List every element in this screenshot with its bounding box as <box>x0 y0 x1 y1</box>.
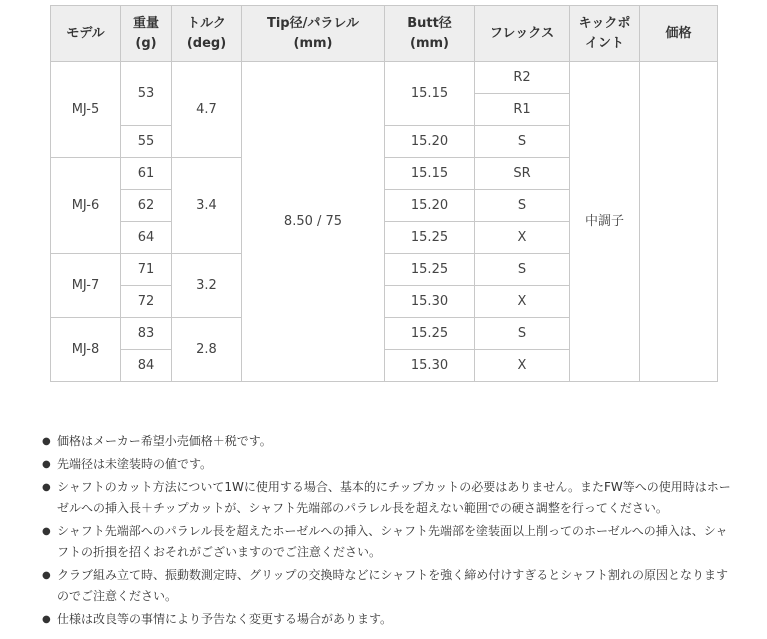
flex-cell: X <box>475 350 570 382</box>
weight-cell: 72 <box>121 286 172 318</box>
butt-cell: 15.25 <box>385 254 475 286</box>
butt-cell: 15.20 <box>385 190 475 222</box>
note-text: 仕様は改良等の事情により予告なく変更する場合があります。 <box>57 612 393 626</box>
butt-cell: 15.30 <box>385 286 475 318</box>
model-cell: MJ-7 <box>51 254 121 318</box>
note-text: クラブ組み立て時、振動数測定時、グリップの交換時などにシャフトを強く締め付けすぎるとシャフト割れの原因となりますのでご注意ください。 <box>57 568 729 603</box>
torque-cell: 2.8 <box>172 318 242 382</box>
weight-cell: 83 <box>121 318 172 350</box>
header-torque: トルク (deg) <box>172 6 242 62</box>
flex-cell: S <box>475 126 570 158</box>
list-item <box>42 565 732 607</box>
butt-cell: 15.25 <box>385 222 475 254</box>
butt-cell: 15.20 <box>385 126 475 158</box>
kickpoint-cell: 中調子 <box>570 62 640 382</box>
butt-cell: 15.30 <box>385 350 475 382</box>
bullet-icon: ● <box>42 570 51 581</box>
header-butt: Butt径 (mm) <box>385 6 475 62</box>
list-item <box>42 521 732 563</box>
weight-cell: 84 <box>121 350 172 382</box>
bullet-icon: ● <box>42 436 51 447</box>
butt-cell: 15.15 <box>385 62 475 126</box>
model-cell: MJ-8 <box>51 318 121 382</box>
notes-list <box>42 431 732 632</box>
torque-cell: 3.2 <box>172 254 242 318</box>
weight-cell: 55 <box>121 126 172 158</box>
header-flex: フレックス <box>475 6 570 62</box>
header-weight: 重量 (g) <box>121 6 172 62</box>
model-cell: MJ-6 <box>51 158 121 254</box>
header-model: モデル <box>51 6 121 62</box>
note-text: シャフトのカット方法について1Wに使用する場合、基本的にチップカットの必要はありません。またFW等への使用時はホーゼルへの挿入長＋チップカットが、シャフト先端部のパラレル長を超えない範囲での硬さ調整を行ってください。 <box>57 480 731 515</box>
torque-cell: 4.7 <box>172 62 242 158</box>
weight-cell: 71 <box>121 254 172 286</box>
list-item <box>42 609 732 630</box>
flex-cell: R2 <box>475 62 570 94</box>
header-row <box>51 6 718 62</box>
list-item <box>42 454 732 475</box>
flex-cell: X <box>475 222 570 254</box>
flex-cell: S <box>475 318 570 350</box>
list-item <box>42 477 732 519</box>
flex-cell: X <box>475 286 570 318</box>
flex-cell: R1 <box>475 94 570 126</box>
tip-cell: 8.50 / 75 <box>242 62 385 382</box>
header-price: 価格 <box>640 6 718 62</box>
torque-cell: 3.4 <box>172 158 242 254</box>
weight-cell: 64 <box>121 222 172 254</box>
note-text: シャフト先端部へのパラレル長を超えたホーゼルへの挿入、シャフト先端部を塗装面以上削ってのホーゼルへの挿入は、シャフトの折損を招くおそれがございますのでご注意ください。 <box>57 524 728 559</box>
bullet-icon: ● <box>42 526 51 537</box>
note-text: 価格はメーカー希望小売価格＋税です。 <box>57 434 272 448</box>
header-tip: Tip径/パラレル (mm) <box>242 6 385 62</box>
butt-cell: 15.15 <box>385 158 475 190</box>
header-kickpoint: キックポ イント <box>570 6 640 62</box>
price-cell <box>640 62 718 382</box>
spec-table <box>50 5 718 382</box>
flex-cell: S <box>475 190 570 222</box>
weight-cell: 61 <box>121 158 172 190</box>
model-cell: MJ-5 <box>51 62 121 158</box>
list-item <box>42 431 732 452</box>
note-text: 先端径は未塗装時の値です。 <box>57 457 213 471</box>
butt-cell: 15.25 <box>385 318 475 350</box>
bullet-icon: ● <box>42 614 51 625</box>
flex-cell: SR <box>475 158 570 190</box>
table-row <box>51 62 718 94</box>
flex-cell: S <box>475 254 570 286</box>
bullet-icon: ● <box>42 459 51 470</box>
bullet-icon: ● <box>42 482 51 493</box>
weight-cell: 62 <box>121 190 172 222</box>
weight-cell: 53 <box>121 62 172 126</box>
